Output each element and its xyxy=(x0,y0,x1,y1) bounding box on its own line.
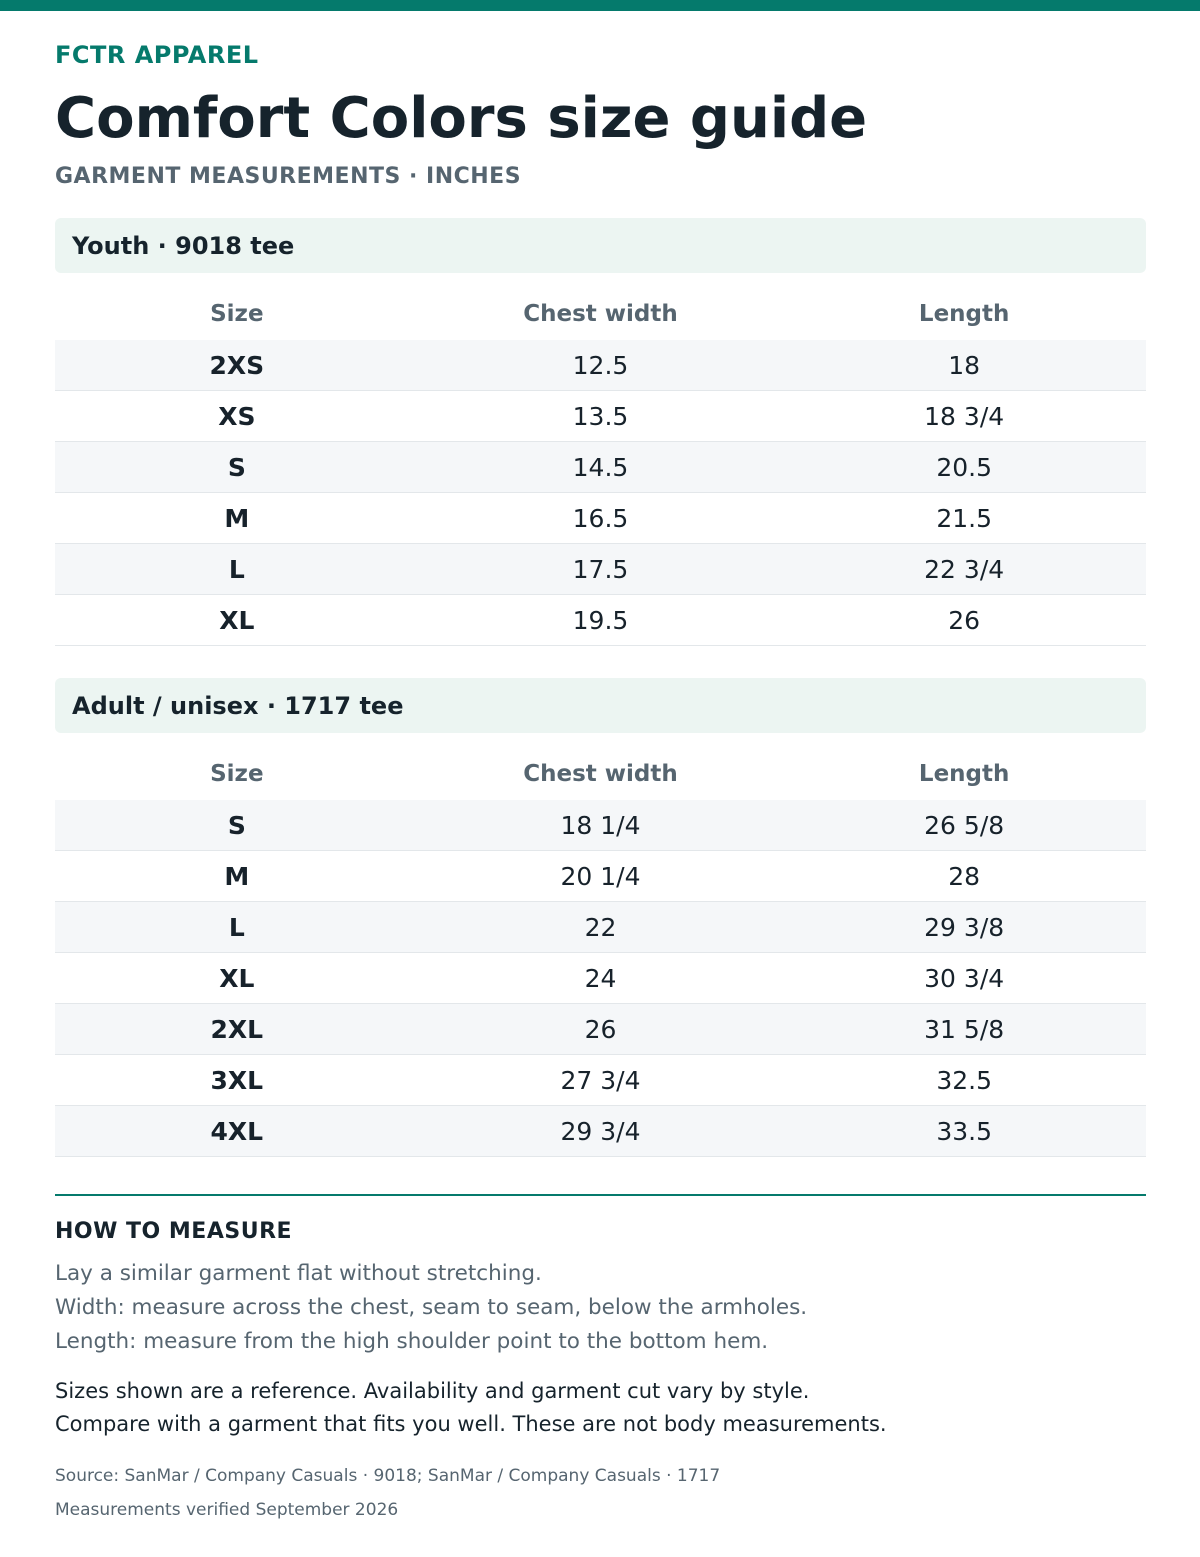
length-cell: 32.5 xyxy=(782,1055,1146,1106)
table-row xyxy=(55,391,1146,442)
length-cell: 20.5 xyxy=(782,442,1146,493)
table-row xyxy=(55,953,1146,1004)
size-cell: L xyxy=(55,902,419,953)
chest-width-cell: 12.5 xyxy=(419,340,783,391)
column-header-chest-width: Chest width xyxy=(523,301,678,327)
size-cell: XL xyxy=(55,953,419,1004)
table-header-row xyxy=(55,748,1146,800)
source-credit: Source: SanMar / Company Casuals · 9018; SanMar / Company Casuals · 1717 xyxy=(55,1466,721,1486)
length-cell: 18 3/4 xyxy=(782,391,1146,442)
chest-width-cell: 16.5 xyxy=(419,493,783,544)
size-cell: 4XL xyxy=(55,1106,419,1157)
size-cell: XL xyxy=(55,595,419,646)
section-heading: Adult / unisex · 1717 tee xyxy=(55,678,1146,733)
size-cell: 2XL xyxy=(55,1004,419,1055)
size-cell: S xyxy=(55,800,419,851)
note-line: Sizes shown are a reference. Availability and garment cut vary by style. xyxy=(55,1379,810,1403)
column-header-chest-width: Chest width xyxy=(523,761,678,787)
length-cell: 22 3/4 xyxy=(782,544,1146,595)
verified-date: Measurements verified September 2026 xyxy=(55,1500,399,1520)
length-cell: 28 xyxy=(782,851,1146,902)
chest-width-cell: 22 xyxy=(419,902,783,953)
size-cell: 3XL xyxy=(55,1055,419,1106)
instruction-line: Width: measure across the chest, seam to seam, below the armholes. xyxy=(55,1295,808,1320)
table-row xyxy=(55,544,1146,595)
instruction-line: Length: measure from the high shoulder point to the bottom hem. xyxy=(55,1329,769,1354)
chest-width-cell: 13.5 xyxy=(419,391,783,442)
length-cell: 18 xyxy=(782,340,1146,391)
table-row xyxy=(55,442,1146,493)
length-cell: 30 3/4 xyxy=(782,953,1146,1004)
column-header-length: Length xyxy=(918,301,1010,327)
chest-width-cell: 14.5 xyxy=(419,442,783,493)
page-subtitle: GARMENT MEASUREMENTS · INCHES xyxy=(55,164,522,189)
size-cell: M xyxy=(55,851,419,902)
table-row xyxy=(55,851,1146,902)
fit-notes xyxy=(55,1375,887,1440)
length-cell: 31 5/8 xyxy=(782,1004,1146,1055)
length-cell: 21.5 xyxy=(782,493,1146,544)
page-title: Comfort Colors size guide xyxy=(55,86,868,151)
length-cell: 33.5 xyxy=(782,1106,1146,1157)
table-row xyxy=(55,800,1146,851)
chest-width-cell: 29 3/4 xyxy=(419,1106,783,1157)
size-cell: L xyxy=(55,544,419,595)
top-accent-bar xyxy=(0,0,1200,11)
how-to-measure-heading: HOW TO MEASURE xyxy=(55,1219,293,1244)
chest-width-cell: 17.5 xyxy=(419,544,783,595)
table-row xyxy=(55,340,1146,391)
table-row xyxy=(55,1055,1146,1106)
how-to-measure-instructions xyxy=(55,1257,807,1359)
column-header-size: Size xyxy=(210,761,264,787)
table-row xyxy=(55,902,1146,953)
chest-width-cell: 27 3/4 xyxy=(419,1055,783,1106)
table-header-row xyxy=(55,288,1146,340)
section-divider xyxy=(55,1194,1146,1196)
brand-name: FCTR APPAREL xyxy=(55,41,259,69)
length-cell: 29 3/8 xyxy=(782,902,1146,953)
size-cell: 2XS xyxy=(55,340,419,391)
chest-width-cell: 26 xyxy=(419,1004,783,1055)
youth-size-section xyxy=(55,218,1146,646)
table-row xyxy=(55,1004,1146,1055)
note-line: Compare with a garment that fits you well. These are not body measurements. xyxy=(55,1411,887,1436)
chest-width-cell: 24 xyxy=(419,953,783,1004)
instruction-line: Lay a similar garment flat without stretching. xyxy=(55,1261,542,1286)
chest-width-cell: 19.5 xyxy=(419,595,783,646)
adult-size-table xyxy=(55,748,1146,1157)
column-header-size: Size xyxy=(210,301,264,327)
adult-size-section xyxy=(55,678,1146,1157)
table-row xyxy=(55,1106,1146,1157)
length-cell: 26 5/8 xyxy=(782,800,1146,851)
length-cell: 26 xyxy=(782,595,1146,646)
size-cell: M xyxy=(55,493,419,544)
table-row xyxy=(55,595,1146,646)
chest-width-cell: 18 1/4 xyxy=(419,800,783,851)
size-cell: XS xyxy=(55,391,419,442)
column-header-length: Length xyxy=(918,761,1010,787)
chest-width-cell: 20 1/4 xyxy=(419,851,783,902)
youth-size-table xyxy=(55,288,1146,646)
section-heading: Youth · 9018 tee xyxy=(55,218,1146,273)
table-row xyxy=(55,493,1146,544)
size-cell: S xyxy=(55,442,419,493)
